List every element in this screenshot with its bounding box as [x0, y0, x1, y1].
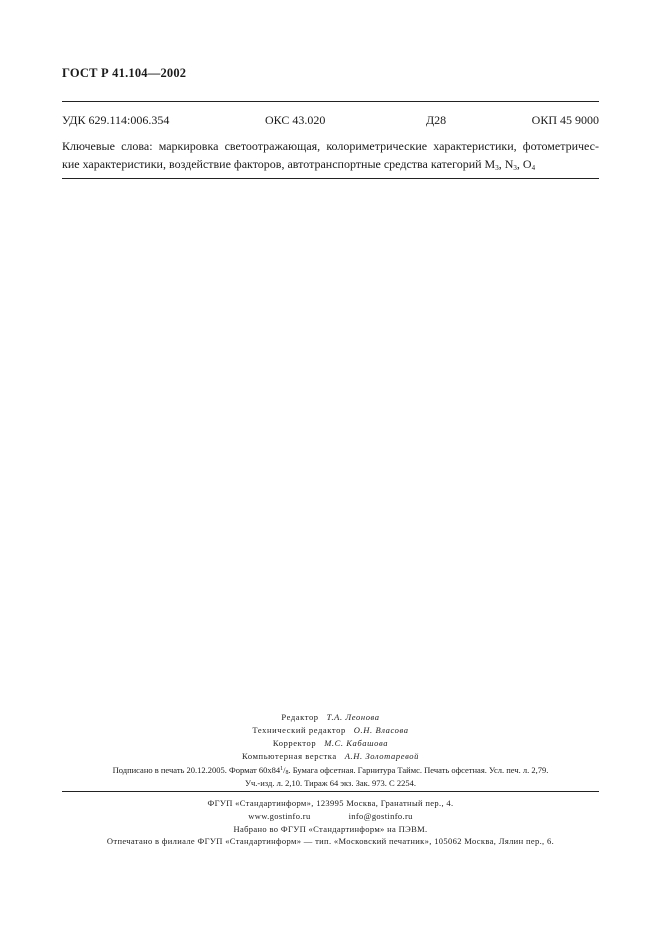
- keywords-line-1: Ключевые слова: маркировка светоотражающая, колориметрические характеристики, фотометричес-: [62, 139, 599, 153]
- group-code: Д28: [426, 113, 447, 127]
- classification-row: [62, 113, 599, 129]
- credit-layout: [62, 750, 599, 763]
- credit-role: Редактор: [281, 712, 319, 722]
- print-location: Отпечатано в филиале ФГУП «Стандартинформ» — тип. «Московский печатник», 105062 Москва, Лялин пер., 6.: [106, 836, 555, 847]
- printer-email: info@gostinfo.ru: [348, 810, 413, 821]
- credit-name: Т.А. Леонова: [326, 712, 380, 722]
- format-numerator: 1: [280, 766, 284, 772]
- printer-info: [62, 797, 599, 848]
- keywords-divider: [62, 178, 599, 179]
- document-id: ГОСТ Р 41.104—2002: [62, 66, 187, 80]
- publication-line-1-start: Подписано в печать 20.12.2005. Формат 60x84: [112, 765, 281, 775]
- printer-website: www.gostinfo.ru: [248, 810, 311, 821]
- okp-code: ОКП 45 9000: [531, 113, 599, 127]
- credit-proofreader: [62, 737, 599, 750]
- credit-name: О.Н. Власова: [353, 725, 409, 735]
- keywords-line-2-text: кие характеристики, воздействие факторов, автотранспортные средства категорий M: [62, 157, 496, 171]
- publication-line-1-end: . Бумага офсетная. Гарнитура Таймс. Печать офсетная. Усл. печ. л. 2,79.: [288, 765, 549, 775]
- keywords-sep-1: , N: [498, 157, 514, 171]
- credit-role: Компьютерная верстка: [242, 751, 337, 761]
- printer-contacts: [62, 810, 599, 823]
- credit-name: А.Н. Золотаревой: [344, 751, 419, 761]
- publication-line-2: Уч.-изд. л. 2,10. Тираж 64 экз. Зак. 973. С 2254.: [245, 777, 416, 788]
- keywords-sep-2: , O: [516, 157, 532, 171]
- printer-divider: [62, 791, 599, 792]
- credit-role: Технический редактор: [252, 725, 346, 735]
- keywords-line-2: [62, 155, 599, 173]
- category-n-subscript: 3: [513, 164, 517, 172]
- category-m-subscript: 3: [495, 164, 499, 172]
- keywords-paragraph: [62, 137, 599, 173]
- top-divider: [62, 101, 599, 102]
- format-denominator: 8: [285, 770, 289, 776]
- credit-role: Корректор: [272, 738, 317, 748]
- udk-code: УДК 629.114:006.354: [62, 113, 170, 127]
- credit-name: М.С. Кабашова: [324, 738, 389, 748]
- oks-code: ОКС 43.020: [265, 113, 326, 127]
- category-o-subscript: 4: [531, 164, 536, 172]
- credit-editor: [62, 711, 599, 724]
- typeset-note: Набрано во ФГУП «Стандартинформ» на ПЭВМ.: [233, 823, 428, 834]
- editorial-credits: [62, 711, 599, 763]
- credit-technical-editor: [62, 724, 599, 737]
- printer-address: ФГУП «Стандартинформ», 123995 Москва, Гранатный пер., 4.: [207, 798, 454, 808]
- publication-line-1: [62, 764, 599, 777]
- format-slash: /: [283, 765, 286, 775]
- publication-info: [62, 764, 599, 789]
